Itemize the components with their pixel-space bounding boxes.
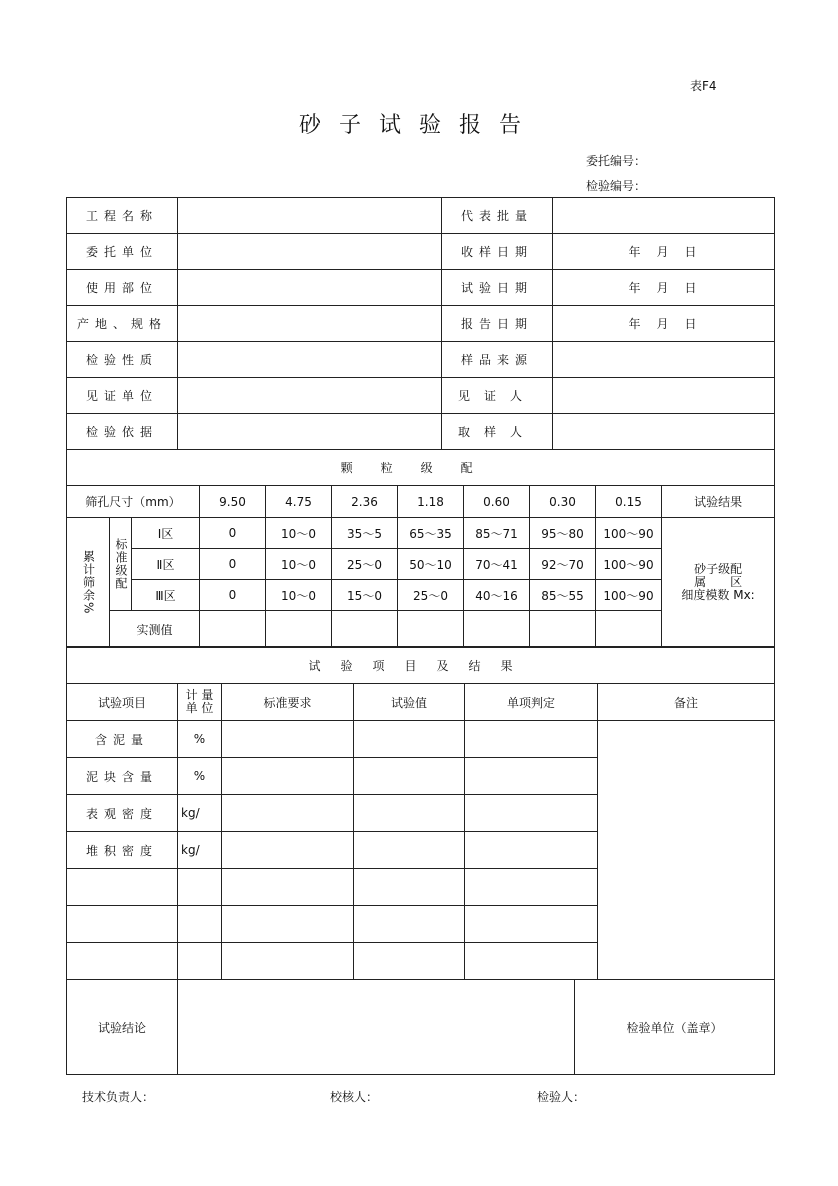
- standard-field[interactable]: [222, 869, 354, 906]
- info-value-field[interactable]: [553, 378, 775, 414]
- zone-value: 50～10: [398, 549, 464, 580]
- date-placeholder: 年 月 日: [628, 281, 699, 295]
- test-unit: %: [178, 758, 222, 795]
- standard-field[interactable]: [222, 943, 354, 980]
- test-item: 含泥量: [67, 721, 178, 758]
- info-label: 产地、规格: [67, 306, 178, 342]
- zone-value: 95～80: [530, 518, 596, 549]
- info-label: 工程名称: [67, 198, 178, 234]
- info-label: 见证单位: [67, 378, 178, 414]
- conclusion-label: 试验结论: [67, 980, 178, 1075]
- zone-value: 92～70: [530, 549, 596, 580]
- info-row: [67, 342, 775, 378]
- info-label: 使用部位: [67, 270, 178, 306]
- sieve-size: 2.36: [332, 486, 398, 518]
- info-label: 检验依据: [67, 414, 178, 450]
- judgement-field[interactable]: [465, 832, 598, 869]
- test-unit: kg/: [178, 832, 222, 869]
- zone-value: 10～0: [266, 549, 332, 580]
- inspection-number-label: 检验编号：: [586, 179, 647, 193]
- col-header-item: 试验项目: [67, 684, 178, 721]
- zone-value: 85～55: [530, 580, 596, 611]
- info-value-field[interactable]: [553, 270, 775, 306]
- test-unit: %: [178, 721, 222, 758]
- page-title: 砂子试验报告: [298, 113, 539, 138]
- date-placeholder: 年 月 日: [628, 317, 699, 331]
- judgement-field[interactable]: [465, 869, 598, 906]
- standard-grading-label: 标准级配: [110, 518, 132, 611]
- col-header-remark: 备注: [598, 684, 775, 721]
- zone-value: 40～16: [464, 580, 530, 611]
- zone-name: Ⅰ区: [132, 518, 200, 549]
- zone-value: 100～90: [596, 549, 662, 580]
- info-row: [67, 270, 775, 306]
- test-value-field[interactable]: [354, 795, 465, 832]
- test-value-field[interactable]: [354, 832, 465, 869]
- info-value-field[interactable]: [553, 414, 775, 450]
- test-item: 泥块含量: [67, 758, 178, 795]
- info-row: [67, 306, 775, 342]
- date-placeholder: 年 月 日: [628, 245, 699, 259]
- grading-result-line: 属 区: [694, 575, 743, 589]
- test-value-field[interactable]: [354, 906, 465, 943]
- test-item: [67, 906, 178, 943]
- zone-value: 0: [200, 549, 266, 580]
- test-value-field[interactable]: [354, 869, 465, 906]
- test-unit: [178, 906, 222, 943]
- conclusion-table: [66, 979, 775, 1075]
- measured-value-cell[interactable]: [596, 611, 662, 648]
- zone-value: 35～5: [332, 518, 398, 549]
- info-label: 试验日期: [442, 270, 553, 306]
- sieve-size: 4.75: [266, 486, 332, 518]
- zone-value: 25～0: [398, 580, 464, 611]
- judgement-field[interactable]: [465, 721, 598, 758]
- test-item: 堆积密度: [67, 832, 178, 869]
- info-value-field[interactable]: [178, 270, 442, 306]
- judgement-field[interactable]: [465, 906, 598, 943]
- info-label: 代表批量: [442, 198, 553, 234]
- info-row: [67, 234, 775, 270]
- measured-value-cell[interactable]: [266, 611, 332, 648]
- info-row: [67, 198, 775, 234]
- zone-value: 10～0: [266, 518, 332, 549]
- zone-value: 25～0: [332, 549, 398, 580]
- grading-result-line: 砂子级配: [694, 562, 743, 576]
- measured-value-cell[interactable]: [530, 611, 596, 648]
- info-label: 检验性质: [67, 342, 178, 378]
- test-unit: kg/: [178, 795, 222, 832]
- test-item: [67, 943, 178, 980]
- cumulative-residue-label: 累计筛余%: [67, 518, 110, 648]
- sieve-size: 0.30: [530, 486, 596, 518]
- judgement-field[interactable]: [465, 795, 598, 832]
- standard-field[interactable]: [222, 795, 354, 832]
- sieve-size: 9.50: [200, 486, 266, 518]
- test-item: 表观密度: [67, 795, 178, 832]
- col-header-judgement: 单项判定: [465, 684, 598, 721]
- measured-value-label: 实测值: [110, 611, 200, 648]
- info-value-field[interactable]: [178, 414, 442, 450]
- measured-value-cell[interactable]: [464, 611, 530, 648]
- reviewer-label: 校核人：: [330, 1090, 379, 1104]
- tests-table: [66, 646, 775, 980]
- zone-value: 70～41: [464, 549, 530, 580]
- test-result-label: 试验结果: [662, 486, 775, 518]
- remark-field[interactable]: [598, 721, 775, 980]
- sieve-size-label: 筛孔尺寸（mm）: [67, 486, 200, 518]
- info-value-field[interactable]: [553, 342, 775, 378]
- info-label: 委托单位: [67, 234, 178, 270]
- form-code: 表F4: [690, 79, 717, 93]
- zone-value: 85～71: [464, 518, 530, 549]
- info-label: 收样日期: [442, 234, 553, 270]
- judgement-field[interactable]: [465, 943, 598, 980]
- info-value-field[interactable]: [178, 306, 442, 342]
- col-header-standard: 标准要求: [222, 684, 354, 721]
- test-unit: [178, 869, 222, 906]
- table-row: [67, 721, 775, 758]
- grading-section-title: 颗粒级配: [67, 450, 775, 486]
- info-value-field[interactable]: [553, 198, 775, 234]
- info-value-field[interactable]: [553, 306, 775, 342]
- conclusion-field[interactable]: [178, 980, 575, 1075]
- zone-value: 0: [200, 580, 266, 611]
- info-row: [67, 414, 775, 450]
- test-value-field[interactable]: [354, 943, 465, 980]
- sieve-size: 0.60: [464, 486, 530, 518]
- zone-name: Ⅱ区: [132, 549, 200, 580]
- test-value-field[interactable]: [354, 721, 465, 758]
- grading-result-cell[interactable]: [662, 518, 775, 648]
- measured-value-cell[interactable]: [200, 611, 266, 648]
- inspection-unit-stamp: 检验单位（盖章）: [575, 980, 775, 1075]
- zone-value: 0: [200, 518, 266, 549]
- info-value-field[interactable]: [178, 378, 442, 414]
- measured-value-cell[interactable]: [398, 611, 464, 648]
- zone-value: 10～0: [266, 580, 332, 611]
- info-row: [67, 378, 775, 414]
- col-header-unit: 计 量 单 位: [178, 684, 222, 721]
- inspector-label: 检验人：: [537, 1090, 586, 1104]
- info-label: 见证人: [442, 378, 553, 414]
- test-unit: [178, 943, 222, 980]
- grading-table: [66, 449, 775, 648]
- standard-field[interactable]: [222, 721, 354, 758]
- info-value-field[interactable]: [178, 234, 442, 270]
- commission-number-label: 委托编号：: [586, 154, 647, 168]
- test-item: [67, 869, 178, 906]
- col-header-value: 试验值: [354, 684, 465, 721]
- tests-section-title: 试验项目及结果: [67, 647, 775, 684]
- zone-value: 100～90: [596, 518, 662, 549]
- info-label: 取样人: [442, 414, 553, 450]
- fineness-modulus-label: 细度模数 Mx:: [681, 588, 755, 602]
- zone-name: Ⅲ区: [132, 580, 200, 611]
- info-label: 样品来源: [442, 342, 553, 378]
- info-value-field[interactable]: [553, 234, 775, 270]
- info-table: [66, 197, 775, 450]
- zone-value: 15～0: [332, 580, 398, 611]
- info-value-field[interactable]: [178, 198, 442, 234]
- test-value-field[interactable]: [354, 758, 465, 795]
- standard-field[interactable]: [222, 832, 354, 869]
- sieve-size: 0.15: [596, 486, 662, 518]
- zone-value: 100～90: [596, 580, 662, 611]
- measured-value-cell[interactable]: [332, 611, 398, 648]
- standard-field[interactable]: [222, 758, 354, 795]
- judgement-field[interactable]: [465, 758, 598, 795]
- zone-value: 65～35: [398, 518, 464, 549]
- info-label: 报告日期: [442, 306, 553, 342]
- sieve-size: 1.18: [398, 486, 464, 518]
- standard-field[interactable]: [222, 906, 354, 943]
- tech-lead-label: 技术负责人：: [82, 1090, 155, 1104]
- info-value-field[interactable]: [178, 342, 442, 378]
